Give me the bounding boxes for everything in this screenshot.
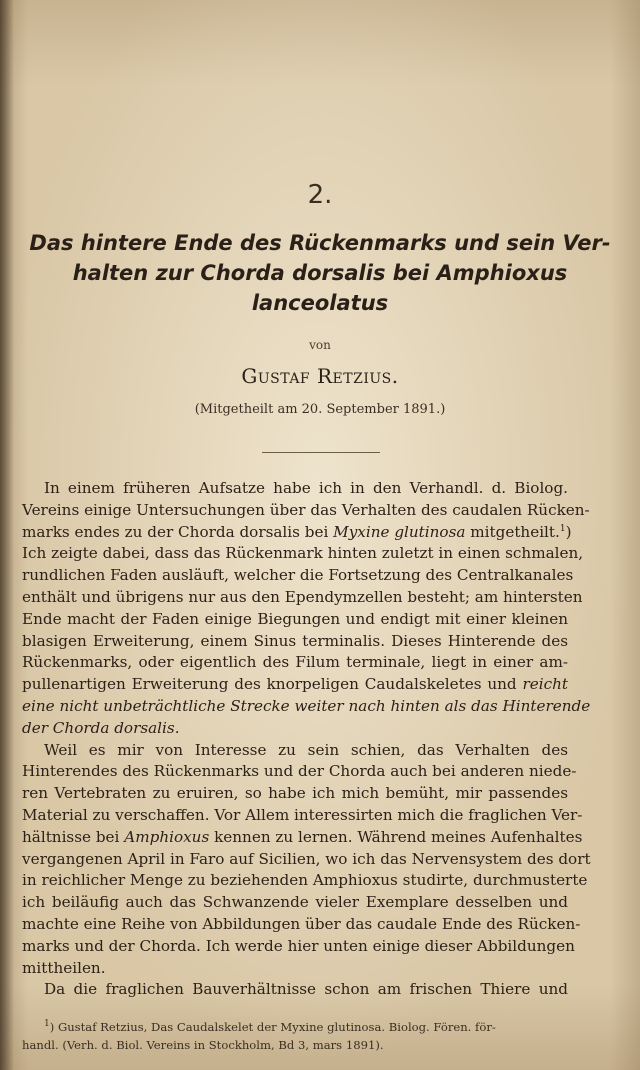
paragraph [22, 478, 591, 740]
title-line: halten zur Chorda dorsalis bei Amphioxus [72, 261, 568, 285]
text-span: ) Gustaf Retzius, Das Caudalskelet der Myxine glutinosa. Biolog. Fören. för- [49, 1020, 496, 1034]
text-line: Hinterendes des Rückenmarks und der Chorda auch bei anderen niede- [22, 762, 577, 781]
species-name: Myxine glutinosa [333, 522, 466, 541]
text-line: rundlichen Faden ausläuft, welcher die Fortsetzung des Centralkanales [22, 566, 574, 585]
text-span: mitgetheilt. [465, 522, 560, 541]
text-line-emphasis: eine nicht unbeträchtliche Strecke weiter nach hinten als das Hinterende [22, 696, 591, 715]
text-line: in reichlicher Menge zu beziehenden Amphioxus studirte, durchmusterte [22, 871, 588, 890]
text-line: Rückenmarks, oder eigentlich des Filum terminale, liegt in einer am- [22, 653, 568, 672]
text-line: mittheilen. [22, 958, 106, 977]
text-line [22, 522, 572, 544]
byline-von: von [309, 338, 331, 352]
genus-name: Amphioxus [124, 827, 210, 846]
author-name: Gustaf Retzius. [241, 364, 399, 388]
text-span: marks endes zu der Chorda dorsalis bei [22, 522, 334, 541]
text-line: Weil es mir von Interesse zu sein schien, das Verhalten des [44, 740, 568, 759]
text-line: ren Vertebraten zu eruiren, so habe ich mich bemüht, mir passendes [22, 784, 568, 803]
article-title [20, 228, 620, 318]
footnote-ref: 1 [559, 523, 566, 534]
text-span: hältnisse bei [22, 827, 125, 846]
paragraph [22, 979, 568, 1001]
text-line: Ende macht der Faden einige Biegungen und endigt mit einer kleinen [22, 609, 568, 628]
article-body [22, 478, 591, 1001]
text-line: Material zu verschaffen. Vor Allem interessirten mich die fraglichen Ver- [22, 805, 583, 824]
text-line: marks und der Chorda. Ich werde hier unten einige dieser Abbildungen [22, 936, 575, 955]
footnote [22, 1018, 572, 1054]
text-line: enthält und übrigens nur aus den Ependymzellen besteht; am hintersten [22, 587, 583, 606]
title-line: lanceolatus [251, 291, 389, 315]
text-line: ich beiläufig auch das Schwanzende vieler Exemplare desselben und [22, 893, 568, 912]
text-line: Ich zeigte dabei, dass das Rückenmark hinten zuletzt in einen schmalen, [22, 544, 584, 563]
footnote-line [22, 1018, 572, 1036]
text-line: blasigen Erweiterung, einem Sinus terminalis. Dieses Hinterende des [22, 631, 568, 650]
text-line: machte eine Reihe von Abbildungen über das caudale Ende des Rücken- [22, 914, 581, 933]
footnote-line: handl. (Verh. d. Biol. Vereins in Stockholm, Bd 3, mars 1891). [22, 1038, 384, 1052]
title-line: Das hintere Ende des Rückenmarks und sein Ver- [29, 231, 611, 255]
text-line [22, 827, 583, 849]
text-line-emphasis: der Chorda dorsalis. [22, 718, 180, 737]
paragraph [22, 740, 591, 980]
text-line [22, 674, 568, 696]
communication-date: (Mitgetheilt am 20. September 1891.) [194, 402, 446, 417]
footnote-marker: 1 [44, 1019, 50, 1030]
text-line: Vereins einige Untersuchungen über das Verhalten des caudalen Rücken- [22, 500, 590, 519]
text-span: ) [565, 522, 572, 541]
emphasis: reicht [522, 675, 568, 694]
separator-rule [262, 452, 380, 453]
text-span: kennen zu lernen. Während meines Aufenhaltes [209, 827, 583, 846]
chapter-number: 2. [307, 180, 333, 210]
text-line: In einem früheren Aufsatze habe ich in den Verhandl. d. Biolog. [44, 479, 568, 497]
text-line: Da die fraglichen Bauverhältnisse schon am frischen Thiere und [44, 980, 568, 999]
text-span: pullenartigen Erweiterung des knorpeligen Caudalskeletes und [22, 675, 523, 694]
page-spine-shadow [0, 0, 14, 1070]
text-line: vergangenen April in Faro auf Sicilien, wo ich das Nervensystem des dort [22, 849, 591, 868]
